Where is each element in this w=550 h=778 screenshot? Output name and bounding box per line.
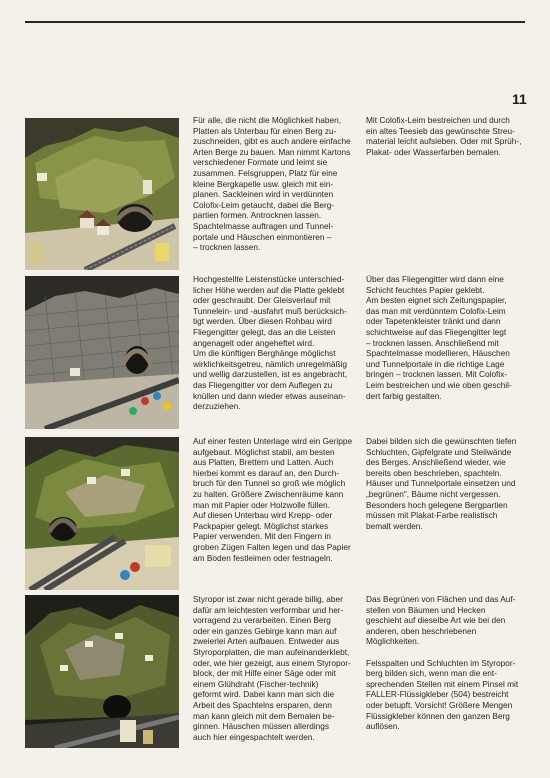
section-4-right-text: Das Begrünen von Flächen und das Auf- stellen von Bäumen und Hecken geschieht auf dieselbe Art wie bei den anderen, oben beschriebenen Möglichkeiten. Felsspalten und Schluchten im Styropor- berg bilden sich, wenn man die ent- sprechenden Stellen mit einem Pinsel mit FALLER-Flüssigkleber (504) bestreicht oder betupft. Vorsicht! Größere Mengen Flüssigkleber können den ganzen Berg auflösen. bbox=[366, 594, 519, 732]
photo-styrofoam-mountain bbox=[25, 595, 179, 748]
top-rule bbox=[25, 21, 525, 23]
section-2-right-text: Über das Fliegengitter wird dann eine Schicht feuchtes Papier geklebt. Am besten eignet sich Zeitungspapier, das man mit verdünntem Colofix-Leim oder Tapetenkleister tränkt und dann schichtweise auf das Fliegengitter legt – trocknen lassen. Anschließend mit Spachtelmasse modellieren, Häuschen und Tunnelportale in die richtige Lage bringen – trocknen lassen. Mit Colofix- Leim bestreichen und wie oben geschil- dert farbig gestalten. bbox=[366, 274, 512, 401]
section-3-right-text: Dabei bilden sich die gewünschten tiefen Schluchten, Gipfelgrate und Steilwände des Berges. Anschließend wieder, wie bereits oben beschrieben, spachteln. Häuser und Tunnelportale einsetzen und „begrünen", Bäume nicht vergessen. Besonders hoch gelegene Bergpartien müssen mit Plakat-Farbe realistisch bemalt werden. bbox=[366, 436, 517, 531]
photo-flyscreen-mountain bbox=[25, 276, 179, 429]
section-1-right-text: Mit Colofix-Leim bestreichen und durch ein altes Teesieb das gewünschte Streu- material leicht aufsieben. Oder mit Sprüh-, Plakat- oder Wasserfarben bemalen. bbox=[366, 115, 522, 157]
photo-paper-mountain bbox=[25, 437, 179, 590]
section-3-left-text: Auf einer festen Unterlage wird ein Gerippe aufgebaut. Möglichst stabil, am besten aus Platten, Brettern und Latten. Auch hierbei kommt es darauf an, den Durch- bruch für den Tunnel so groß wie möglich zu halten. Größere Zwischenräume kann man mit Papier oder Holzwolle füllen. Auf diesen Unterbau wird Krepp- oder Packpapier gelegt. Möglichst starkes Papier verwenden. Mit den Fingern in groben Zügen Falten legen und das Papier am Boden festleimen oder festnageln. bbox=[193, 436, 353, 563]
page-number: 11 bbox=[512, 91, 527, 107]
section-4-left-text: Styropor ist zwar nicht gerade billig, aber dafür am leichtesten verformbar und her- vorragend zu verarbeiten. Einen Berg oder ein ganzes Gebirge kann man auf zweierlei Arten aufbauen. Entweder aus Styroporplatten, die man aufeinanderklebt, oder, wie hier gezeigt, aus einem Styropor- block, der mit Hilfe einer Säge oder mit einem Glühdraht (Fischer-technik) geformt wird. Dabei kann man sich die Arbeit des Spachtelns ersparen, denn man kann gleich mit dem Bemalen be- ginnen. Häuschen müssen allerdings auch hier eingespachtelt werden. bbox=[193, 594, 351, 742]
section-1-left-text: Für alle, die nicht die Möglichkeit haben, Platten als Unterbau für einen Berg zu- zuschneiden, gibt es auch andere einfache Arten Berge zu bauen. Man nimmt Kartons verschiedener Formate und leimt sie zusammen. Felsgruppen, Platz für eine kleine Bergkapelle usw. gleich mit ein- planen. Sackleinen wird in verdünnten Colofix-Leim getaucht, dabei die Berg- partien formen. Antrocknen lassen. Spachtelmasse auftragen und Tunnel- portale und Häuschen einmontieren – – trocknen lassen. bbox=[193, 115, 351, 253]
photo-cardboard-mountain bbox=[25, 118, 179, 270]
section-2-left-text: Hochgestellte Leistenstücke unterschied- licher Höhe werden auf die Platte geklebt oder geschraubt. Der Gleisverlauf mit Tunnelein- und -ausfahrt muß berücksich- tigt werden. Über diesen Rohbau wird Fliegengitter gelegt, das an die Leisten angenagelt oder angeheftet wird. Um die künftigen Berghänge möglichst wirklichkeitsgetreu, nämlich unregelmäßig und wellig darzustellen, ist es angebracht, das Fliegengitter vor dem Auflegen zu knüllen und dann wieder etwas auseinan- derzuziehen. bbox=[193, 274, 348, 412]
